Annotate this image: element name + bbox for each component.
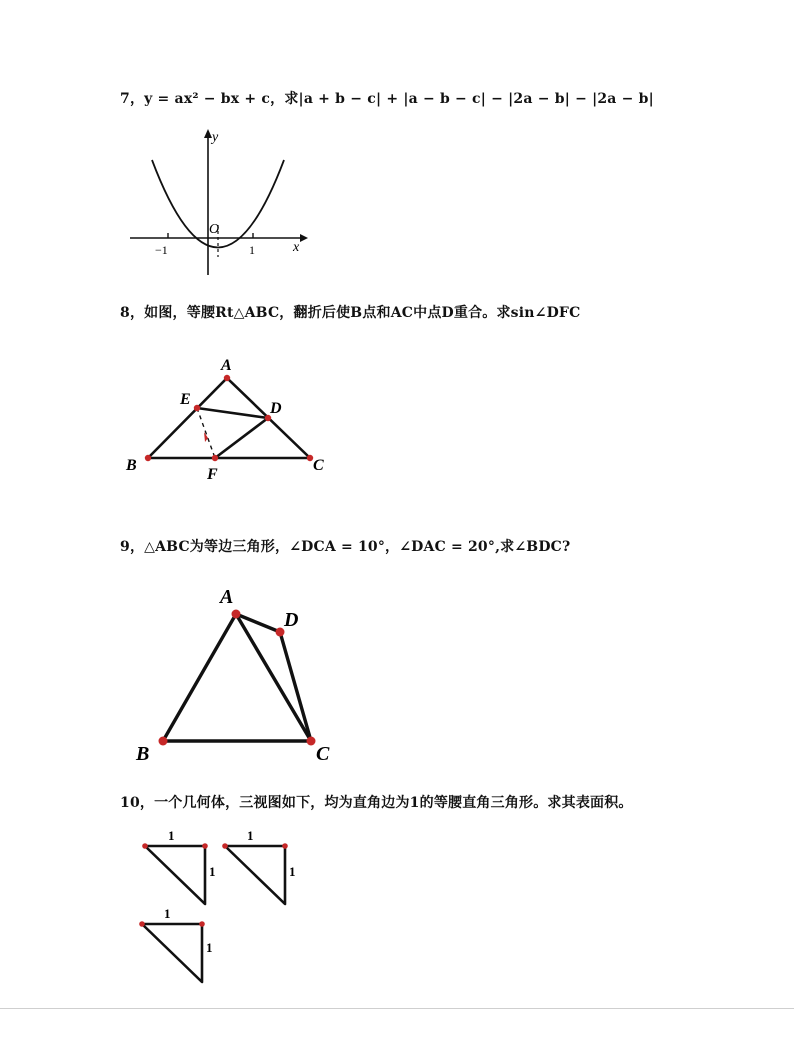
- x-axis-label: x: [293, 240, 300, 255]
- view-1-point-2: [202, 843, 208, 849]
- origin-label: O: [209, 222, 220, 237]
- view-2-top-label: 1: [247, 828, 254, 843]
- question-9-text: 9，△ABC为等边三角形，∠DCA = 10°，∠DAC = 20°,求∠BDC?: [120, 539, 571, 555]
- tick-label-pos-one: 1: [249, 243, 255, 257]
- question-10-three-view-figure: [130, 820, 330, 990]
- point-e: [194, 405, 200, 411]
- point-c: [307, 737, 316, 746]
- segment-fd: [215, 418, 268, 458]
- x-axis-arrow-icon: [300, 234, 308, 242]
- point-a: [232, 610, 241, 619]
- triangle-abc: [163, 614, 311, 741]
- label-b: B: [126, 457, 137, 474]
- label-d: D: [284, 609, 299, 631]
- label-a: A: [221, 357, 232, 374]
- view-3-point-2: [199, 921, 205, 927]
- label-f: F: [207, 466, 218, 483]
- point-b: [159, 737, 168, 746]
- question-8-triangle-figure: [120, 350, 340, 485]
- y-axis-label: y: [212, 130, 219, 145]
- point-a: [224, 375, 230, 381]
- point-b: [145, 455, 151, 461]
- question-7-text: 7，y = ax² − bx + c，求|a + b − c| + |a − b − c| − |2a − b| − |2a − b|: [120, 91, 654, 107]
- three-view-side: [222, 828, 295, 904]
- label-a: A: [220, 586, 234, 608]
- tick-label-neg-one: −1: [155, 243, 168, 257]
- label-e: E: [180, 391, 191, 408]
- view-2-point-2: [282, 843, 288, 849]
- view-2-triangle: [225, 846, 285, 904]
- view-1-top-label: 1: [168, 828, 175, 843]
- view-3-triangle: [142, 924, 202, 982]
- question-9-triangle-figure: [130, 578, 350, 768]
- y-axis-arrow-icon: [204, 129, 212, 138]
- three-view-top: [139, 906, 212, 982]
- label-c: C: [316, 743, 330, 765]
- segment-ed: [197, 408, 268, 418]
- view-3-side-label: 1: [206, 940, 213, 955]
- question-10-text: 10，一个几何体，三视图如下，均为直角边为1的等腰直角三角形。求其表面积。: [120, 795, 633, 811]
- view-1-point-1: [142, 843, 148, 849]
- question-7-parabola-figure: [125, 125, 315, 285]
- question-8-text: 8，如图，等腰Rt△ABC，翻折后使B点和AC中点D重合。求sin∠DFC: [120, 305, 581, 321]
- view-3-point-1: [139, 921, 145, 927]
- three-view-front: [142, 828, 215, 904]
- fold-crease-dashed: [197, 408, 215, 458]
- view-3-top-label: 1: [164, 906, 171, 921]
- segment-dc: [280, 632, 311, 741]
- page-bottom-rule: [0, 1008, 794, 1009]
- view-1-triangle: [145, 846, 205, 904]
- view-1-side-label: 1: [209, 864, 216, 879]
- view-2-point-1: [222, 843, 228, 849]
- point-f: [212, 455, 218, 461]
- label-b: B: [136, 743, 150, 765]
- label-c: C: [313, 457, 324, 474]
- label-d: D: [270, 400, 282, 417]
- view-2-side-label: 1: [289, 864, 296, 879]
